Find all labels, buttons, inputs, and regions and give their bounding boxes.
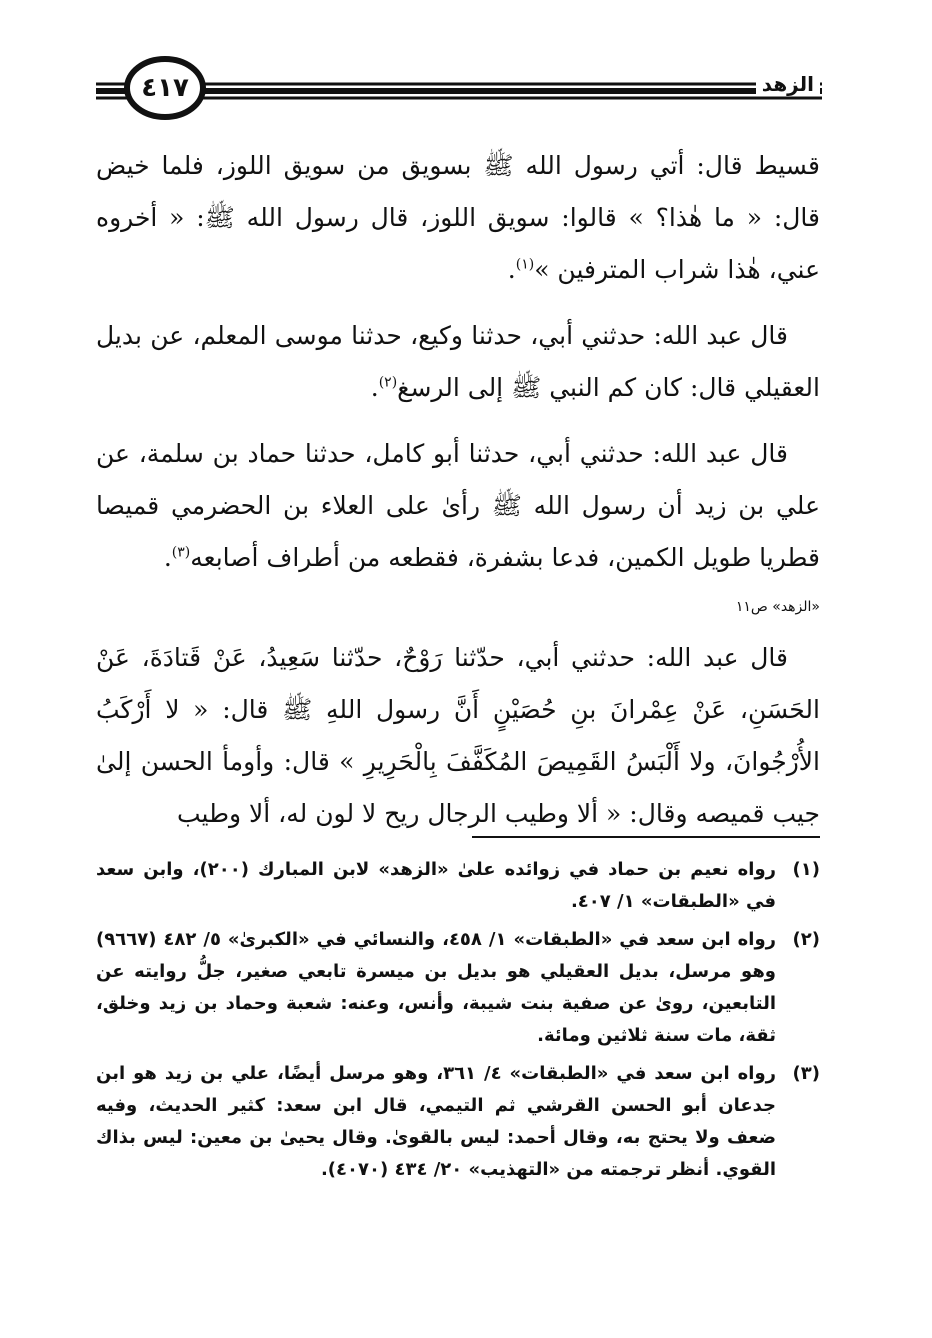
- source-note: «الزهد» ص١١: [735, 599, 820, 615]
- footnote-number: (٢): [792, 929, 820, 950]
- footnote-ref-1: (١): [515, 256, 535, 273]
- footnote-text: رواه ابن سعد في «الطبقات» ١/ ٤٥٨، والنسائي في «الكبرىٰ» ٥/ ٤٨٢ (٩٦٦٧) وهو مرسل، بديل العقيلي هو بديل بن ميسرة تابعي صغير، جلُّ روايته عن التابعين، رویٰ عن صفية بنت شيبة، وأنس، وعنه: شعبة وحماد بن زيد وخلق، ثقة، مات سنة ثلاثين ومائة.: [96, 929, 776, 1046]
- footnote-number: (١): [792, 859, 820, 880]
- footnote-number: (٣): [792, 1063, 820, 1084]
- page-number: ٤١٧: [141, 73, 189, 103]
- paragraph-2-tail: .: [370, 373, 379, 402]
- paragraph-3: [96, 428, 820, 584]
- paragraph-2-text: قال عبد الله: حدثني أبي، حدثنا وكيع، حدثنا موسى المعلم، عن بديل العقيلي قال: كان كم النبي ﷺ إلى الرسغ: [96, 321, 820, 402]
- paragraph-1-text: قسيط قال: أتي رسول الله ﷺ بسويق من سويق اللوز، فلما خيض قال: « ما هٰذا؟ » قالوا: سويق اللوز، قال رسول الله ﷺ: « أخروه عني، هٰذا شراب المترفين »: [96, 151, 820, 284]
- footnote-ref-3: (٣): [171, 544, 191, 561]
- footnote-ref-2: (٢): [378, 374, 398, 391]
- footnotes: [96, 854, 820, 1192]
- footnote-1: [96, 854, 820, 918]
- paragraph-2: [96, 310, 820, 414]
- paragraph-3-tail: .: [163, 543, 172, 572]
- footnote-text: رواه ابن سعد في «الطبقات» ٤/ ٣٦١، وهو مرسل أيضًا، علي بن زيد هو ابن جدعان أبو الحسن القرشي ثم التيمي، قال ابن سعد: كثير الحديث، وفيه ضعف ولا يحتج به، وقال أحمد: ليس بالقوىٰ. وقال يحيىٰ بن معين: ليس بذاك القوي. أنظر ترجمته من «التهذيب» ٢٠/ ٤٣٤ (٤٠٧٠).: [96, 1063, 776, 1180]
- running-title: الزهد: [756, 72, 820, 96]
- main-text: [96, 140, 820, 854]
- paragraph-3-text: قال عبد الله: حدثني أبي، حدثنا أبو كامل، حدثنا حماد بن سلمة، عن علي بن زيد أن رسول الله ﷺ رأىٰ على العلاء بن الحضرمي قميصا قطريا طويل الكمين، فدعا بشفرة، فقطعه من أطراف أصابعه: [96, 439, 820, 572]
- footnote-separator: [472, 836, 820, 838]
- paragraph-1: [96, 140, 820, 296]
- page-header: [0, 0, 932, 130]
- footnote-text: رواه نعيم بن حماد في زوائده علىٰ «الزهد» لابن المبارك (٢٠٠)، وابن سعد في «الطبقات» ١/ ٤٠٧.: [96, 859, 777, 912]
- paragraph-1-tail: .: [507, 255, 516, 284]
- footnote-3: [96, 1058, 820, 1186]
- footnote-2: [96, 924, 820, 1052]
- paragraph-4: قال عبد الله: حدثني أبي، حدّثنا رَوْحٌ، حدّثنا سَعِيدُ، عَنْ قَتادَةَ، عَنْ الحَسَنِ، عَنْ عِمْرانَ بنِ حُصَيْنٍ أَنَّ رسول اللهِ ﷺ قال: « لا أَرْكَبُ الأُرْجُوانَ، ولا أَلْبَسُ القَمِيصَ المُكَفَّفَ بِالْحَرِيرِ » قال: وأومأ الحسن إلىٰ جيب قميصه وقال: « ألا وطيب الرجال ريح لا لون له، ألا وطيب: [96, 643, 820, 828]
